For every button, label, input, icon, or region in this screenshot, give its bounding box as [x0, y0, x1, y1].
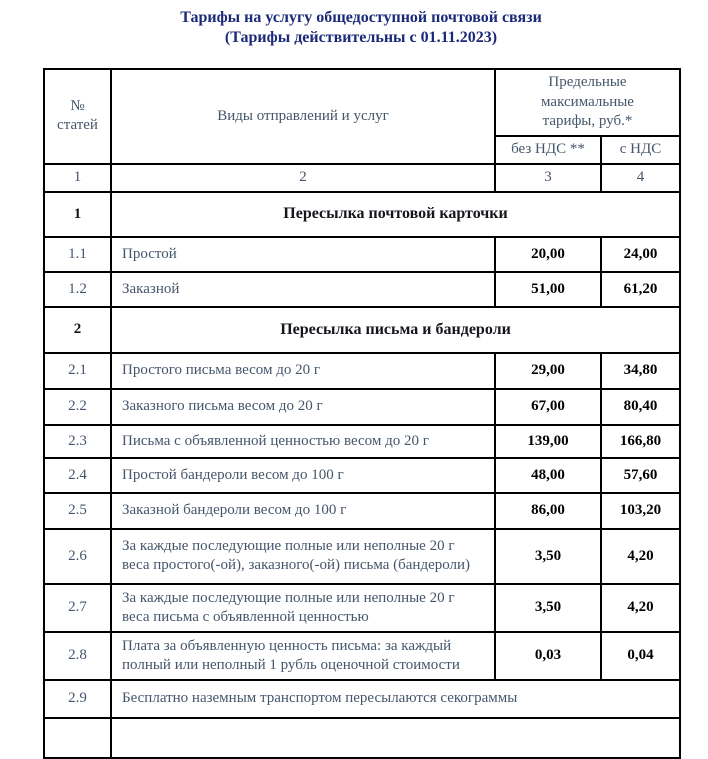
- table-row-cutoff: [44, 718, 680, 758]
- row-price-with-vat: 24,00: [601, 237, 680, 272]
- row-number: 2.8: [44, 632, 111, 680]
- table-row: [44, 389, 680, 425]
- header-services: Виды отправлений и услуг: [111, 69, 495, 164]
- row-label: Заказной: [111, 272, 495, 307]
- row-price-no-vat: 3,50: [495, 529, 601, 584]
- section-row: [44, 192, 680, 237]
- row-price-no-vat: 139,00: [495, 425, 601, 458]
- row-price-with-vat: 80,40: [601, 389, 680, 425]
- row-price-no-vat: 51,00: [495, 272, 601, 307]
- document-title-line2: (Тарифы действительны с 01.11.2023): [224, 29, 498, 46]
- section-title: Пересылка письма и бандероли: [111, 307, 680, 353]
- col-number-3: 3: [495, 164, 601, 192]
- row-price-no-vat: 29,00: [495, 353, 601, 389]
- table-row-fullspan: [44, 680, 680, 718]
- row-label: Письма с объявленной ценностью весом до 20 г: [111, 425, 495, 458]
- row-label: Простого письма весом до 20 г: [111, 353, 495, 389]
- row-number: 2.4: [44, 458, 111, 493]
- table-row: [44, 425, 680, 458]
- row-price-with-vat: 4,20: [601, 529, 680, 584]
- row-label: За каждые последующие полные или неполные 20 г веса простого(-ой), заказного(-ой) письма (бандероли): [111, 529, 495, 584]
- row-label: За каждые последующие полные или неполные 20 г веса письма с объявленной ценностью: [111, 584, 495, 632]
- header-no-vat: без НДС **: [495, 136, 601, 164]
- row-label: Простой бандероли весом до 100 г: [111, 458, 495, 493]
- row-price-with-vat: 4,20: [601, 584, 680, 632]
- column-numbering-row: [44, 164, 680, 192]
- row-label: Плата за объявленную ценность письма: за каждый полный или неполный 1 рубль оценочной стоимости: [111, 632, 495, 680]
- table-row: [44, 493, 680, 529]
- row-price-no-vat: 48,00: [495, 458, 601, 493]
- row-price-no-vat: 0,03: [495, 632, 601, 680]
- header-with-vat: с НДС: [601, 136, 680, 164]
- row-price-with-vat: 57,60: [601, 458, 680, 493]
- header-articles: № статей: [44, 69, 111, 164]
- row-label-empty: [111, 718, 680, 758]
- col-number-4: 4: [601, 164, 680, 192]
- table-row: [44, 353, 680, 389]
- row-price-no-vat: 20,00: [495, 237, 601, 272]
- row-number: 2.5: [44, 493, 111, 529]
- row-price-with-vat: 103,20: [601, 493, 680, 529]
- col-number-2: 2: [111, 164, 495, 192]
- row-price-with-vat: 166,80: [601, 425, 680, 458]
- row-price-no-vat: 67,00: [495, 389, 601, 425]
- row-price-no-vat: 3,50: [495, 584, 601, 632]
- row-number: 1.2: [44, 272, 111, 307]
- section-title: Пересылка почтовой карточки: [111, 192, 680, 237]
- col-number-1: 1: [44, 164, 111, 192]
- row-price-with-vat: 34,80: [601, 353, 680, 389]
- document-title-line1: Тарифы на услугу общедоступной почтовой связи: [180, 9, 542, 26]
- row-number: 1.1: [44, 237, 111, 272]
- row-label: Заказной бандероли весом до 100 г: [111, 493, 495, 529]
- section-number: 2: [44, 307, 111, 353]
- row-label: Заказного письма весом до 20 г: [111, 389, 495, 425]
- row-number: 2.9: [44, 680, 111, 718]
- row-number: 2.3: [44, 425, 111, 458]
- tariff-table: [43, 68, 681, 759]
- row-price-no-vat: 86,00: [495, 493, 601, 529]
- section-row: [44, 307, 680, 353]
- section-number: 1: [44, 192, 111, 237]
- table-row: [44, 632, 680, 680]
- row-number: 2.1: [44, 353, 111, 389]
- row-label: Бесплатно наземным транспортом пересылаются секограммы: [111, 680, 680, 718]
- table-row: [44, 584, 680, 632]
- table-row: [44, 272, 680, 307]
- table-row: [44, 237, 680, 272]
- row-price-with-vat: 0,04: [601, 632, 680, 680]
- table-row: [44, 458, 680, 493]
- document-title: [36, 8, 686, 48]
- row-price-with-vat: 61,20: [601, 272, 680, 307]
- row-number-empty: [44, 718, 111, 758]
- table-header-row: [44, 69, 680, 136]
- row-number: 2.6: [44, 529, 111, 584]
- row-number: 2.2: [44, 389, 111, 425]
- row-number: 2.7: [44, 584, 111, 632]
- table-row: [44, 529, 680, 584]
- row-label: Простой: [111, 237, 495, 272]
- header-tariffs-group: Предельные максимальные тарифы, руб.*: [495, 69, 680, 136]
